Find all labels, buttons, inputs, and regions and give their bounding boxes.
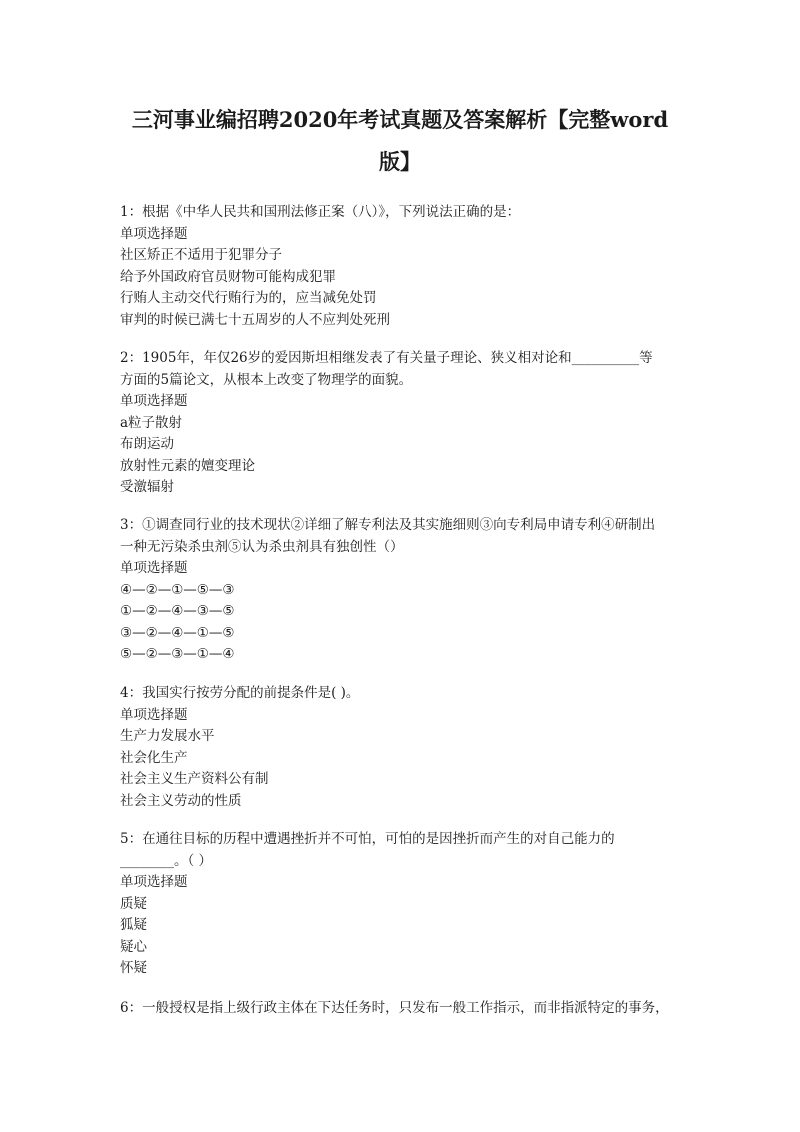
question-1 <box>120 202 690 331</box>
question-type: 单项选择题 <box>120 225 188 242</box>
option-item: a粒子散射 <box>120 414 183 431</box>
option-item: 社会主义生产资料公有制 <box>120 771 269 787</box>
question-stem-continued: 一种无污染杀虫剂⑤认为杀虫剂具有独创性（） <box>120 538 404 555</box>
question-type: 单项选择题 <box>120 393 188 409</box>
document-title-line-2: 版】 <box>379 149 421 174</box>
option-item: 怀疑 <box>120 960 147 976</box>
question-stem: 5：在通往目标的历程中遭遇挫折并不可怕，可怕的是因挫折而产生的对自己能力的 <box>120 831 615 847</box>
question-stem: 2：1905年，年仅26岁的爱因斯坦相继发表了有关量子理论、狭义相对论和__________等 <box>120 350 653 366</box>
option-item: ⑤—②—③—①—④ <box>120 646 235 662</box>
question-4 <box>120 683 690 812</box>
question-5 <box>120 829 690 980</box>
option-item: 社会主义劳动的性质 <box>120 792 242 809</box>
question-stem: 3：①调查同行业的技术现状②详细了解专利法及其实施细则③向专利局申请专利④研制出 <box>120 517 656 533</box>
option-item: 社会化生产 <box>120 749 188 766</box>
option-item: 给予外国政府官员财物可能构成犯罪 <box>120 268 336 285</box>
option-item: 放射性元素的嬗变理论 <box>120 457 255 474</box>
question-type: 单项选择题 <box>120 560 188 576</box>
question-stem: 4：我国实行按劳分配的前提条件是( )。 <box>120 685 360 701</box>
option-item: 狐疑 <box>120 917 147 933</box>
question-type: 单项选择题 <box>120 706 188 723</box>
question-type: 单项选择题 <box>120 874 188 890</box>
document-title-line-1: 三河事业编招聘2020年考试真题及答案解析【完整word <box>131 107 669 132</box>
option-item: 疑心 <box>120 938 147 955</box>
option-item: 社区矫正不适用于犯罪分子 <box>120 247 282 263</box>
option-item: ④—②—①—⑤—③ <box>120 581 235 598</box>
question-stem: 1：根据《中华人民共和国刑法修正案（八）》，下列说法正确的是： <box>120 204 521 220</box>
option-item: 布朗运动 <box>120 436 174 452</box>
question-stem-continued: ________。（ ） <box>120 852 213 869</box>
question-stem: 6：一般授权是指上级行政主体在下达任务时，只发布一般工作指示，而非指派特定的事务， <box>120 1000 669 1016</box>
option-item: 生产力发展水平 <box>120 728 215 744</box>
option-item: 行贿人主动交代行贿行为的，应当减免处罚 <box>120 290 377 306</box>
option-item: ①—②—④—③—⑤ <box>120 603 235 619</box>
question-6 <box>120 998 690 1020</box>
option-item: 审判的时候已满七十五周岁的人不应判处死刑 <box>120 311 390 328</box>
option-item: 质疑 <box>120 895 147 912</box>
question-3 <box>120 515 690 666</box>
option-item: 受激辐射 <box>120 479 174 495</box>
question-2 <box>120 348 690 499</box>
option-item: ③—②—④—①—⑤ <box>120 624 235 641</box>
question-stem-continued: 方面的5篇论文，从根本上改变了物理学的面貌。 <box>120 371 413 388</box>
